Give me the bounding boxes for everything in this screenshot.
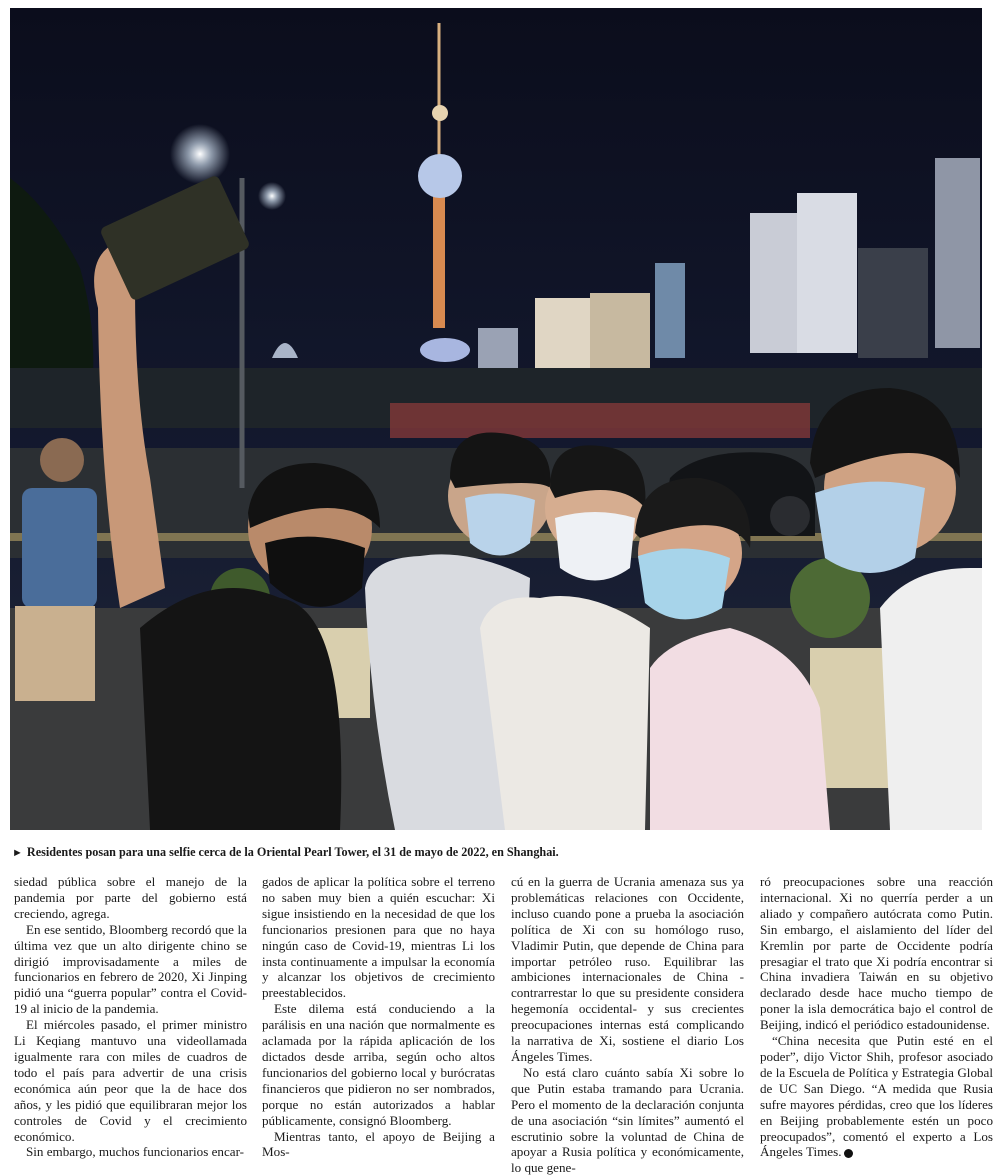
article-column-4 (760, 874, 993, 1160)
paragraph: cú en la guerra de Ucrania amenaza sus ya problemáticas relaciones con Occidente, incluso cuando pone a prueba la asociación política de Xi con su homólogo ruso, Vladimir Putin, que depende de China para importar petróleo ruso. Equilibrar las ambiciones internacionales de China -contrarrestar lo que su presidente considera hegemonía occidental- y sus crecientes preocupaciones internas está complicando la narrativa de Xi, sostiene el diario Los Ángeles Times. (511, 874, 744, 1064)
end-of-article-icon (844, 1149, 853, 1158)
caption-text: Residentes posan para una selfie cerca de la Oriental Pearl Tower, el 31 de mayo de 2022, en Shanghai. (26, 845, 559, 859)
article-column-2 (262, 874, 495, 1160)
paragraph: gados de aplicar la política sobre el terreno no saben muy bien a quién escuchar: Xi sigue insistiendo en la necesidad de que los funcionarios presionen para que no haya ningún caso de Covid-19, mientras Li los insta continuamente a impulsar la economía y alcanzar los objetivos de crecimiento preestablecidos. (262, 874, 495, 1001)
photo-caption (12, 845, 982, 860)
selfie-photo-illustration (10, 8, 982, 830)
paragraph: No está claro cuánto sabía Xi sobre lo que Putin estaba tramando para Ucrania. Pero el momento de la declaración conjunta de una asociación “sin límites” aumentó el escrutinio sobre la voluntad de China de apoyar a Rusia política y económicamente, lo que gene- (511, 1064, 744, 1176)
paragraph: Mientras tanto, el apoyo de Beijing a Mos- (262, 1128, 495, 1160)
paragraph: siedad pública sobre el manejo de la pandemia por parte del gobierno está creciendo, agrega. (14, 874, 247, 921)
news-photo (10, 8, 982, 830)
paragraph: En ese sentido, Bloomberg recordó que la última vez que un alto dirigente chino se dirigió improvisadamente a miles de funcionarios en febrero de 2020, Xi Jinping pidió una “guerra popular” contra el Covid-19 al inicio de la pandemia. (14, 921, 247, 1017)
paragraph (760, 1033, 993, 1160)
caption-arrow-icon: ► (12, 847, 23, 859)
paragraph-text: “China necesita que Putin esté en el poder”, dijo Victor Shih, profesor asociado de la Escuela de Política y Estrategia Global de UC San Diego. “A medida que Rusia sufre mayores pérdidas, creo que los líderes en Beijing probablemente estén un poco preocupados”, comentó el experto a Los Ángeles Times. (760, 1033, 993, 1160)
paragraph: ró preocupaciones sobre una reacción internacional. Xi no querría perder a un aliado y compañero autócrata como Putin. Sin embargo, el aislamiento del líder del Kremlin por parte de Occidente podría presagiar el trato que Xi podría encontrar si China invadiera Taiwán en su objetivo declarado desde hace mucho tiempo de poner la isla democrática bajo el control de Beijing, indicó el periódico estadounidense. (760, 874, 993, 1033)
article-column-1 (14, 874, 247, 1160)
paragraph: Sin embargo, muchos funcionarios encar- (26, 1144, 245, 1160)
paragraph: El miércoles pasado, el primer ministro Li Keqiang mantuvo una videollamada igualmente rara con miles de cuadros de todo el país para advertir de una crisis económica aún peor que la de hace dos años, y les pidió que equilibraran mejor los controles de Covid y el crecimiento económico. (14, 1017, 247, 1144)
paragraph: Este dilema está conduciendo a la parálisis en una nación que normalmente es aclamada por la rápida aplicación de los dictados desde arriba, según ocho altos funcionarios del gobierno local y burócratas financieros que pidieron no ser nombrados, porque no están autorizados a hablar públicamente, consignó Bloomberg. (262, 1001, 495, 1128)
article-body (14, 874, 993, 1176)
article-column-3 (511, 874, 744, 1176)
